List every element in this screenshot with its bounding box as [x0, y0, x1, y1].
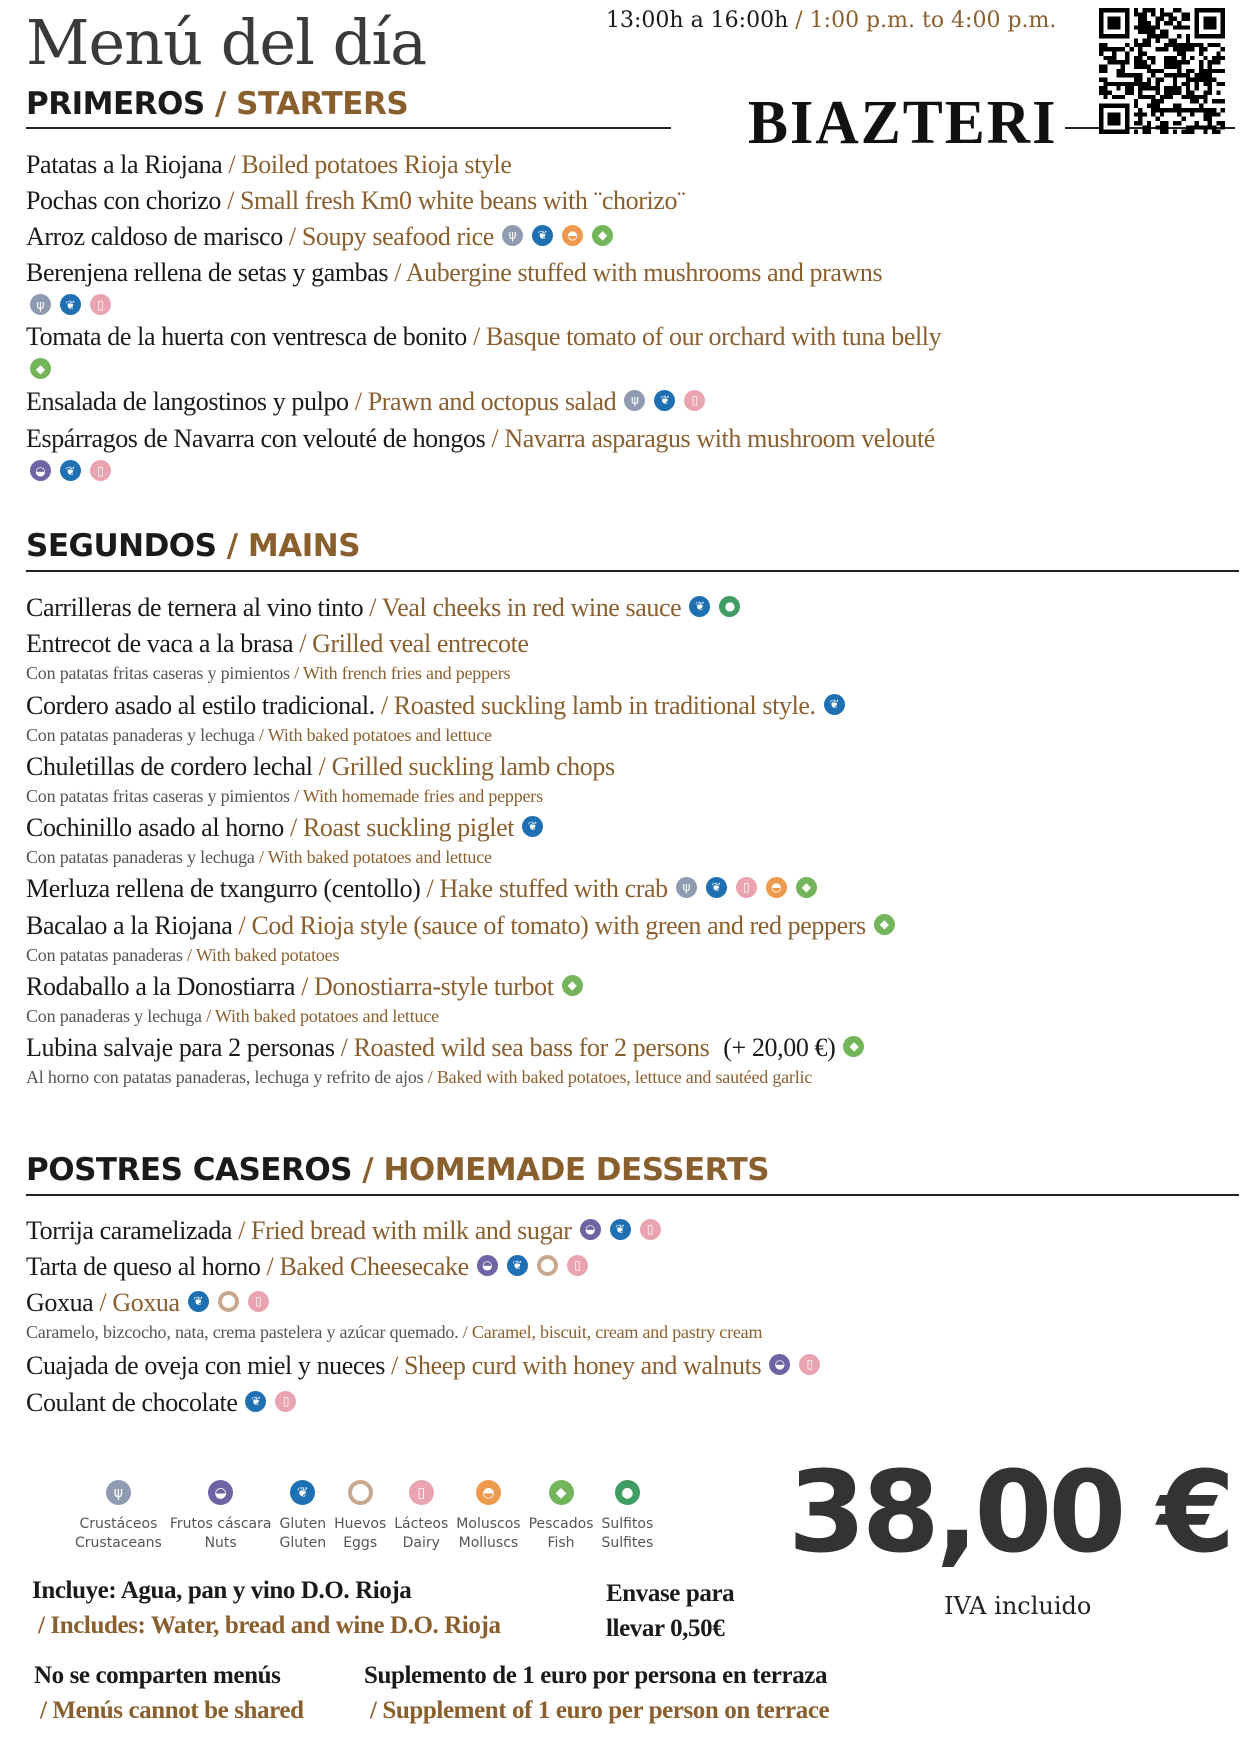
dish-name-es: Pochas con chorizo [26, 186, 221, 215]
gluten-allergen-icon: ❦ [706, 877, 727, 898]
dish-separator: / [374, 691, 394, 720]
nuts-allergen-icon: ◒ [769, 1354, 790, 1375]
dish-description [26, 945, 339, 966]
legend-label-en: Molluscs [458, 1535, 519, 1551]
dish-name-es: Carrilleras de ternera al vino tinto [26, 593, 364, 622]
dish-separator: / [222, 150, 242, 179]
dairy-allergen-icon: ▯ [248, 1291, 269, 1312]
gluten-allergen-icon: ❦ [522, 816, 543, 837]
dish-name-es: Goxua [26, 1288, 94, 1317]
gluten-allergen-icon: ❦ [610, 1219, 631, 1240]
allergen-icons [843, 1036, 864, 1057]
allergen-icons [30, 294, 111, 315]
nuts-allergen-icon: ◒ [477, 1255, 498, 1276]
dish-separator: / [420, 874, 440, 903]
gluten-allergen-icon: ❦ [654, 390, 675, 411]
legend-label-es: Moluscos [456, 1516, 521, 1532]
dairy-allergen-icon: ▯ [409, 1480, 434, 1505]
dish-name-en: Hake stuffed with crab [439, 874, 668, 903]
dairy-allergen-icon: ▯ [684, 390, 705, 411]
menu-item [26, 1351, 820, 1381]
legend-label-es: Frutos cáscara [169, 1516, 272, 1532]
qr-code-icon[interactable] [1098, 8, 1226, 134]
dish-name-en: Baked Cheesecake [279, 1252, 469, 1281]
description-es: Con patatas panaderas [26, 945, 183, 965]
crustaceans-allergen-icon: ψ [106, 1480, 131, 1505]
allergen-icons [188, 1291, 269, 1312]
legend-label-es: Crustáceos [79, 1516, 158, 1532]
legend-label-es: Huevos [334, 1516, 387, 1532]
description-es: Con patatas fritas caseras y pimientos [26, 786, 290, 806]
section-rule [26, 1194, 1239, 1196]
dish-name-en: Roast suckling piglet [302, 813, 515, 842]
dairy-allergen-icon: ▯ [736, 877, 757, 898]
description-es: Con patatas fritas caseras y pimientos [26, 663, 290, 683]
fish-allergen-icon: ◆ [843, 1036, 864, 1057]
description-es: Al horno con patatas panaderas, lechuga y refrito de ajos [26, 1067, 424, 1087]
menu-item [26, 874, 817, 904]
nuts-allergen-icon: ◒ [208, 1480, 233, 1505]
description-separator: / [254, 847, 268, 867]
dish-description [26, 847, 492, 868]
dish-description [26, 663, 510, 684]
allergen-icons [30, 460, 111, 481]
menu-item [26, 1388, 296, 1418]
dish-separator: / [384, 1351, 404, 1380]
dairy-allergen-icon: ▯ [275, 1391, 296, 1412]
dish-name-es: Cuajada de oveja con miel y nueces [26, 1351, 385, 1380]
dish-separator: / [260, 1252, 280, 1281]
section-en: HOMEMADE DESSERTS [383, 1152, 770, 1188]
legend-item-molluscs [456, 1480, 520, 1553]
dish-separator: / [388, 258, 406, 287]
allergen-icons [689, 596, 740, 617]
fish-allergen-icon: ◆ [30, 358, 51, 379]
dish-separator: / [312, 752, 332, 781]
gluten-allergen-icon: ❦ [60, 460, 81, 481]
molluscs-allergen-icon: ◓ [476, 1480, 501, 1505]
nuts-allergen-icon: ◒ [580, 1219, 601, 1240]
dish-name-en: Small fresh Km0 white beans with ¨chorizo¨ [240, 186, 686, 215]
dish-separator: / [295, 972, 315, 1001]
gluten-allergen-icon: ❦ [824, 694, 845, 715]
menu-item [26, 222, 613, 252]
legend-item-eggs [334, 1480, 386, 1553]
fish-allergen-icon: ◆ [796, 877, 817, 898]
allergen-icons [769, 1354, 820, 1375]
legend-label-en: Eggs [343, 1535, 378, 1551]
description-separator: / [254, 725, 268, 745]
description-en: With homemade fries and peppers [302, 786, 543, 806]
menu-price: 38,00 € [788, 1448, 1232, 1578]
legend-label-es: Pescados [528, 1516, 594, 1532]
legend-item-gluten [279, 1480, 326, 1553]
legend-item-nuts [170, 1480, 272, 1553]
eggs-allergen-icon [348, 1480, 373, 1505]
dish-name-es: Lubina salvaje para 2 personas [26, 1033, 335, 1062]
dish-name-es: Berenjena rellena de setas y gambas [26, 258, 389, 287]
menu-item [26, 1033, 864, 1063]
fish-allergen-icon: ◆ [562, 975, 583, 996]
crustaceans-allergen-icon: ψ [502, 225, 523, 246]
legend-item-fish [529, 1480, 594, 1553]
gluten-allergen-icon: ❦ [245, 1391, 266, 1412]
tax-note: IVA incluido [944, 1592, 1092, 1620]
legend-item-dairy [394, 1480, 448, 1553]
description-es: Con panaderas y lechuga [26, 1006, 202, 1026]
dish-name-es: Bacalao a la Riojana [26, 911, 233, 940]
dish-separator: / [363, 593, 382, 622]
description-separator: / [289, 786, 303, 806]
dish-name-en: Basque tomato of our orchard with tuna belly [485, 322, 942, 351]
crustaceans-allergen-icon: ψ [624, 390, 645, 411]
section-heading-mains [26, 528, 360, 564]
dish-separator: / [220, 186, 240, 215]
description-en: With baked potatoes [195, 945, 340, 965]
dish-surcharge: (+ 20,00 €) [723, 1033, 836, 1062]
hours-es: 13:00h a 16:00h [606, 8, 789, 33]
legend-label-es: Gluten [279, 1516, 327, 1532]
dish-name-es: Arroz caldoso de marisco [26, 222, 283, 251]
sulfites-allergen-icon: ● [615, 1480, 640, 1505]
opening-hours [606, 8, 1056, 33]
menu-item [26, 593, 740, 623]
fish-allergen-icon: ◆ [874, 914, 895, 935]
dish-separator: / [283, 813, 303, 842]
dairy-allergen-icon: ▯ [90, 294, 111, 315]
menu-item [26, 387, 705, 417]
dish-name-en: Prawn and octopus salad [367, 387, 617, 416]
dish-separator: / [282, 222, 302, 251]
description-separator: / [458, 1322, 472, 1342]
dish-name-es: Ensalada de langostinos y pulpo [26, 387, 349, 416]
gluten-allergen-icon: ❦ [60, 294, 81, 315]
allergen-icons [245, 1391, 296, 1412]
menu-item [26, 322, 941, 352]
section-heading-starters [26, 86, 408, 122]
molluscs-allergen-icon: ◓ [766, 877, 787, 898]
dish-name-en: Roasted wild sea bass for 2 persons [353, 1033, 710, 1062]
dish-name-en: Sheep curd with honey and walnuts [403, 1351, 762, 1380]
dish-name-en: Soupy seafood rice [301, 222, 494, 251]
legend-label-en: Sulfites [601, 1535, 654, 1551]
allergen-icons [522, 816, 543, 837]
legend-label-en: Nuts [204, 1535, 237, 1551]
hours-separator: / [788, 8, 810, 33]
dish-name-en: Cod Rioja style (sauce of tomato) with green and red peppers [251, 911, 866, 940]
menu-item [26, 972, 583, 1002]
dish-name-en: Goxua [112, 1288, 180, 1317]
dairy-allergen-icon: ▯ [640, 1219, 661, 1240]
menu-item [26, 1288, 269, 1318]
allergen-icons [874, 914, 895, 935]
gluten-allergen-icon: ❦ [532, 225, 553, 246]
dish-name-es: Tomata de la huerta con ventresca de bonito [26, 322, 467, 351]
dairy-allergen-icon: ▯ [799, 1354, 820, 1375]
gluten-allergen-icon: ❦ [507, 1255, 528, 1276]
dish-separator: / [334, 1033, 354, 1062]
description-en: Baked with baked potatoes, lettuce and sautéed garlic [436, 1067, 813, 1087]
page-title: Menú del día [26, 6, 427, 79]
molluscs-allergen-icon: ◓ [562, 225, 583, 246]
allergen-icons [30, 358, 51, 379]
gluten-allergen-icon: ❦ [188, 1291, 209, 1312]
allergen-icons [624, 390, 705, 411]
dish-name-es: Coulant de chocolate [26, 1388, 238, 1417]
crustaceans-allergen-icon: ψ [676, 877, 697, 898]
dish-description [26, 1006, 439, 1027]
eggs-allergen-icon [537, 1255, 558, 1276]
menu-item [26, 186, 685, 216]
section-es: POSTRES CASEROS [26, 1152, 353, 1188]
section-rule [26, 570, 1239, 572]
dish-name-es: Cochinillo asado al horno [26, 813, 284, 842]
dish-name-en: Veal cheeks in red wine sauce [381, 593, 682, 622]
dish-name-en: Boiled potatoes Rioja style [241, 150, 512, 179]
dish-name-es: Espárragos de Navarra con velouté de hongos [26, 424, 486, 453]
dish-separator: / [93, 1288, 113, 1317]
nuts-allergen-icon: ◒ [30, 460, 51, 481]
dish-description [26, 1322, 762, 1343]
section-heading-desserts [26, 1152, 769, 1188]
dish-name-en: Navarra asparagus with mushroom velouté [504, 424, 935, 453]
fish-allergen-icon: ◆ [592, 225, 613, 246]
description-es: Con patatas panaderas y lechuga [26, 847, 255, 867]
allergen-icons [477, 1255, 588, 1276]
includes-en: / Includes: Water, bread and wine D.O. Rioja [38, 1612, 501, 1639]
allergen-icons [562, 975, 583, 996]
legend-label-en: Dairy [402, 1535, 440, 1551]
description-separator: / [201, 1006, 215, 1026]
hours-en: 1:00 p.m. to 4:00 p.m. [809, 8, 1057, 33]
dish-name-es: Cordero asado al estilo tradicional. [26, 691, 375, 720]
menu-item [26, 691, 845, 721]
gluten-allergen-icon: ❦ [290, 1480, 315, 1505]
menu-item [26, 1252, 588, 1282]
description-es: Caramelo, bizcocho, nata, crema pastelera y azúcar quemado. [26, 1322, 459, 1342]
allergen-icons [676, 877, 817, 898]
section-en: STARTERS [236, 86, 409, 122]
description-separator: / [182, 945, 196, 965]
dish-name-es: Merluza rellena de txangurro (centollo) [26, 874, 421, 903]
dish-separator: / [466, 322, 486, 351]
dish-separator: / [485, 424, 505, 453]
menu-item [26, 1216, 661, 1246]
dish-description [26, 1067, 812, 1088]
dish-name-en: Fried bread with milk and sugar [251, 1216, 572, 1245]
menu-item [26, 911, 895, 941]
section-en: MAINS [247, 528, 361, 564]
dish-description [26, 786, 543, 807]
dairy-allergen-icon: ▯ [90, 460, 111, 481]
restaurant-logo: BIAZTERI [748, 87, 1058, 157]
legend-item-crustaceans [75, 1480, 162, 1553]
terrace-es: Suplemento de 1 euro por persona en terraza [364, 1662, 828, 1689]
menu-item [26, 813, 543, 843]
section-sep: / [352, 1152, 384, 1188]
description-en: With baked potatoes and lettuce [214, 1006, 439, 1026]
allergen-legend [75, 1480, 653, 1553]
dish-name-es: Tarta de queso al horno [26, 1252, 261, 1281]
description-separator: / [423, 1067, 437, 1087]
description-en: With baked potatoes and lettuce [267, 847, 492, 867]
takeaway-line-2: llevar 0,50€ [606, 1615, 725, 1642]
legend-label-en: Fish [547, 1535, 575, 1551]
section-es: PRIMEROS [26, 86, 205, 122]
legend-item-sulfites [601, 1480, 653, 1553]
section-rule [26, 127, 671, 129]
dish-name-en: Grilled veal entrecote [312, 629, 529, 658]
takeaway-line-1: Envase para [606, 1580, 735, 1607]
dish-name-es: Chuletillas de cordero lechal [26, 752, 313, 781]
allergen-icons [824, 694, 845, 715]
eggs-allergen-icon [218, 1291, 239, 1312]
dairy-allergen-icon: ▯ [567, 1255, 588, 1276]
allergen-icons [580, 1219, 661, 1240]
dish-name-en: Grilled suckling lamb chops [331, 752, 615, 781]
menu-item [26, 424, 935, 454]
section-sep: / [204, 86, 237, 122]
description-en: With baked potatoes and lettuce [267, 725, 492, 745]
menu-item [26, 629, 529, 659]
crustaceans-allergen-icon: ψ [30, 294, 51, 315]
menu-item [26, 258, 882, 288]
dish-separator: / [231, 1216, 252, 1245]
allergen-icons [502, 225, 613, 246]
section-sep: / [216, 528, 248, 564]
description-separator: / [289, 663, 303, 683]
menu-item [26, 752, 615, 782]
dish-name-en: Donostiarra-style turbot [314, 972, 554, 1001]
menu-item [26, 150, 511, 180]
dish-separator: / [348, 387, 368, 416]
terrace-en: / Supplement of 1 euro per person on terrace [370, 1697, 830, 1724]
legend-label-en: Crustaceans [75, 1535, 162, 1551]
description-en: With french fries and peppers [302, 663, 511, 683]
noshare-en: / Menús cannot be shared [40, 1697, 304, 1724]
description-es: Con patatas panaderas y lechuga [26, 725, 255, 745]
section-es: SEGUNDOS [26, 528, 217, 564]
dish-name-es: Patatas a la Riojana [26, 150, 223, 179]
dish-name-es: Rodaballo a la Donostiarra [26, 972, 296, 1001]
sulfites-allergen-icon: ● [719, 596, 740, 617]
dish-name-es: Torrija caramelizada [26, 1216, 232, 1245]
dish-description [26, 725, 492, 746]
noshare-es: No se comparten menús [34, 1662, 281, 1689]
fish-allergen-icon: ◆ [549, 1480, 574, 1505]
dish-separator: / [293, 629, 313, 658]
legend-label-en: Gluten [279, 1535, 327, 1551]
dish-name-es: Entrecot de vaca a la brasa [26, 629, 294, 658]
dish-name-en: Roasted suckling lamb in traditional style. [393, 691, 816, 720]
legend-label-es: Sulfitos [601, 1516, 654, 1532]
dish-name-en: Aubergine stuffed with mushrooms and prawns [405, 258, 883, 287]
dish-separator: / [232, 911, 252, 940]
gluten-allergen-icon: ❦ [689, 596, 710, 617]
includes-es: Incluye: Agua, pan y vino D.O. Rioja [32, 1577, 412, 1604]
legend-label-es: Lácteos [394, 1516, 449, 1532]
description-en: Caramel, biscuit, cream and pastry cream [471, 1322, 763, 1342]
